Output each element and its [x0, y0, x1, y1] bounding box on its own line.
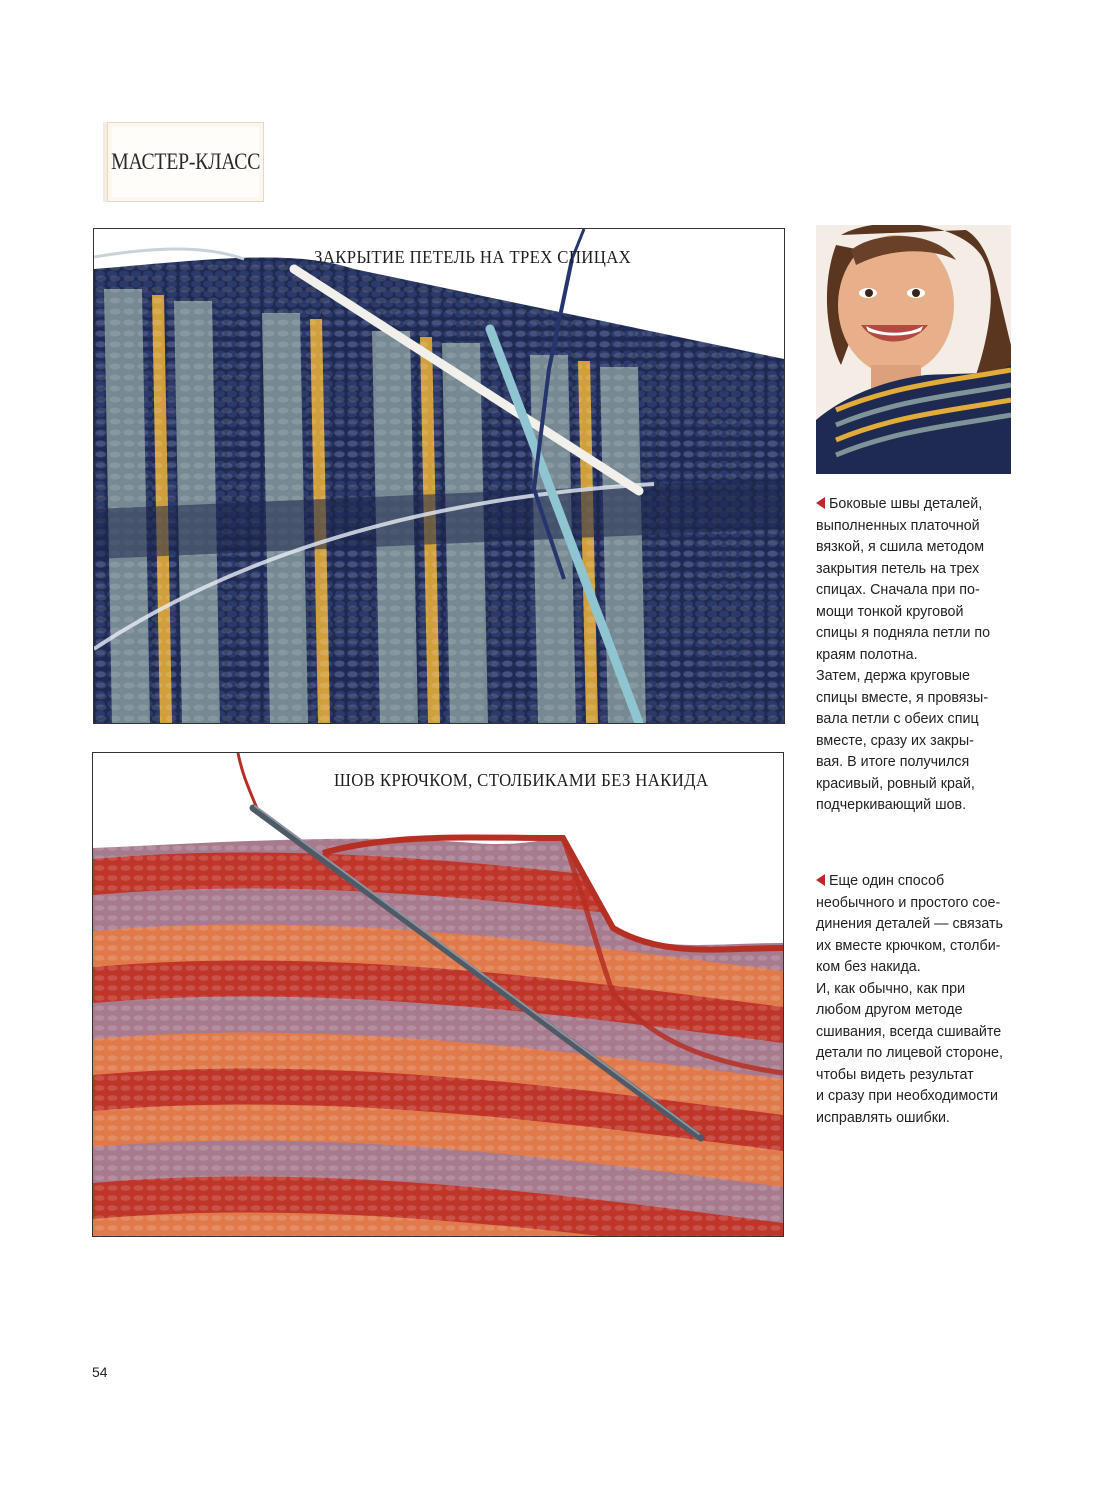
text-line: любом другом методе — [816, 1002, 963, 1018]
side-text-three-needle — [816, 494, 1016, 817]
text-line: спицы я подняла петли по — [816, 625, 991, 641]
text-line: вая. В итоге получился — [816, 754, 970, 770]
text-line: вязкой, я сшила методом — [816, 539, 985, 555]
text-line: спицах. Сначала при по- — [816, 582, 980, 598]
text-line: красивый, ровный край, — [816, 775, 975, 792]
arrow-left-icon — [816, 497, 825, 509]
photo-crochet-seam — [92, 752, 784, 1237]
text-line: Боковые швы деталей, — [816, 494, 1016, 516]
text-line: их вместе крючком, столби- — [816, 937, 1001, 954]
text-line: И, как обычно, как при — [816, 980, 966, 997]
text-line: вместе, сразу их закры- — [816, 732, 974, 749]
text-line: вала петли с обеих спиц — [816, 711, 979, 727]
text-line: ком без накида. — [816, 959, 921, 975]
text-line: чтобы видеть результат — [816, 1066, 974, 1083]
text-line: детали по лицевой стороне, — [816, 1045, 1003, 1061]
side-text-crochet-seam — [816, 871, 1016, 1129]
text-line: сшивания, всегда сшивайте — [816, 1023, 1002, 1040]
text-line: и сразу при необходимости — [816, 1088, 998, 1104]
text-line: необычного и простого сое- — [816, 894, 1001, 911]
text-line: исправлять ошибки. — [816, 1109, 950, 1126]
text-line: Еще один способ — [816, 871, 1016, 893]
text-line: динения деталей — связать — [816, 916, 1003, 932]
photo-caption-bottom: ШОВ КРЮЧКОМ, СТОЛБИКАМИ БЕЗ НАКИДА — [334, 770, 709, 790]
page-number: 54 — [92, 1364, 108, 1380]
text-line: Затем, держа круговые — [816, 668, 970, 684]
photo-girl-sweater — [816, 225, 1011, 474]
text-line: закрытия петель на трех — [816, 560, 980, 577]
text-line: выполненных платочной — [816, 517, 980, 534]
text-line: краям полотна. — [816, 646, 918, 663]
section-title: МАСТЕР-КЛАСС — [110, 149, 261, 174]
section-tab — [107, 122, 264, 202]
text-line: спицы вместе, я провязы- — [816, 689, 989, 706]
photo-caption-top: ЗАКРЫТИЕ ПЕТЕЛЬ НА ТРЕХ СПИЦАХ — [314, 247, 632, 267]
text-line: подчеркивающий шов. — [816, 797, 967, 813]
photo-three-needle-bind-off — [93, 228, 785, 724]
text-line: мощи тонкой круговой — [816, 603, 964, 620]
arrow-left-icon — [816, 874, 825, 886]
